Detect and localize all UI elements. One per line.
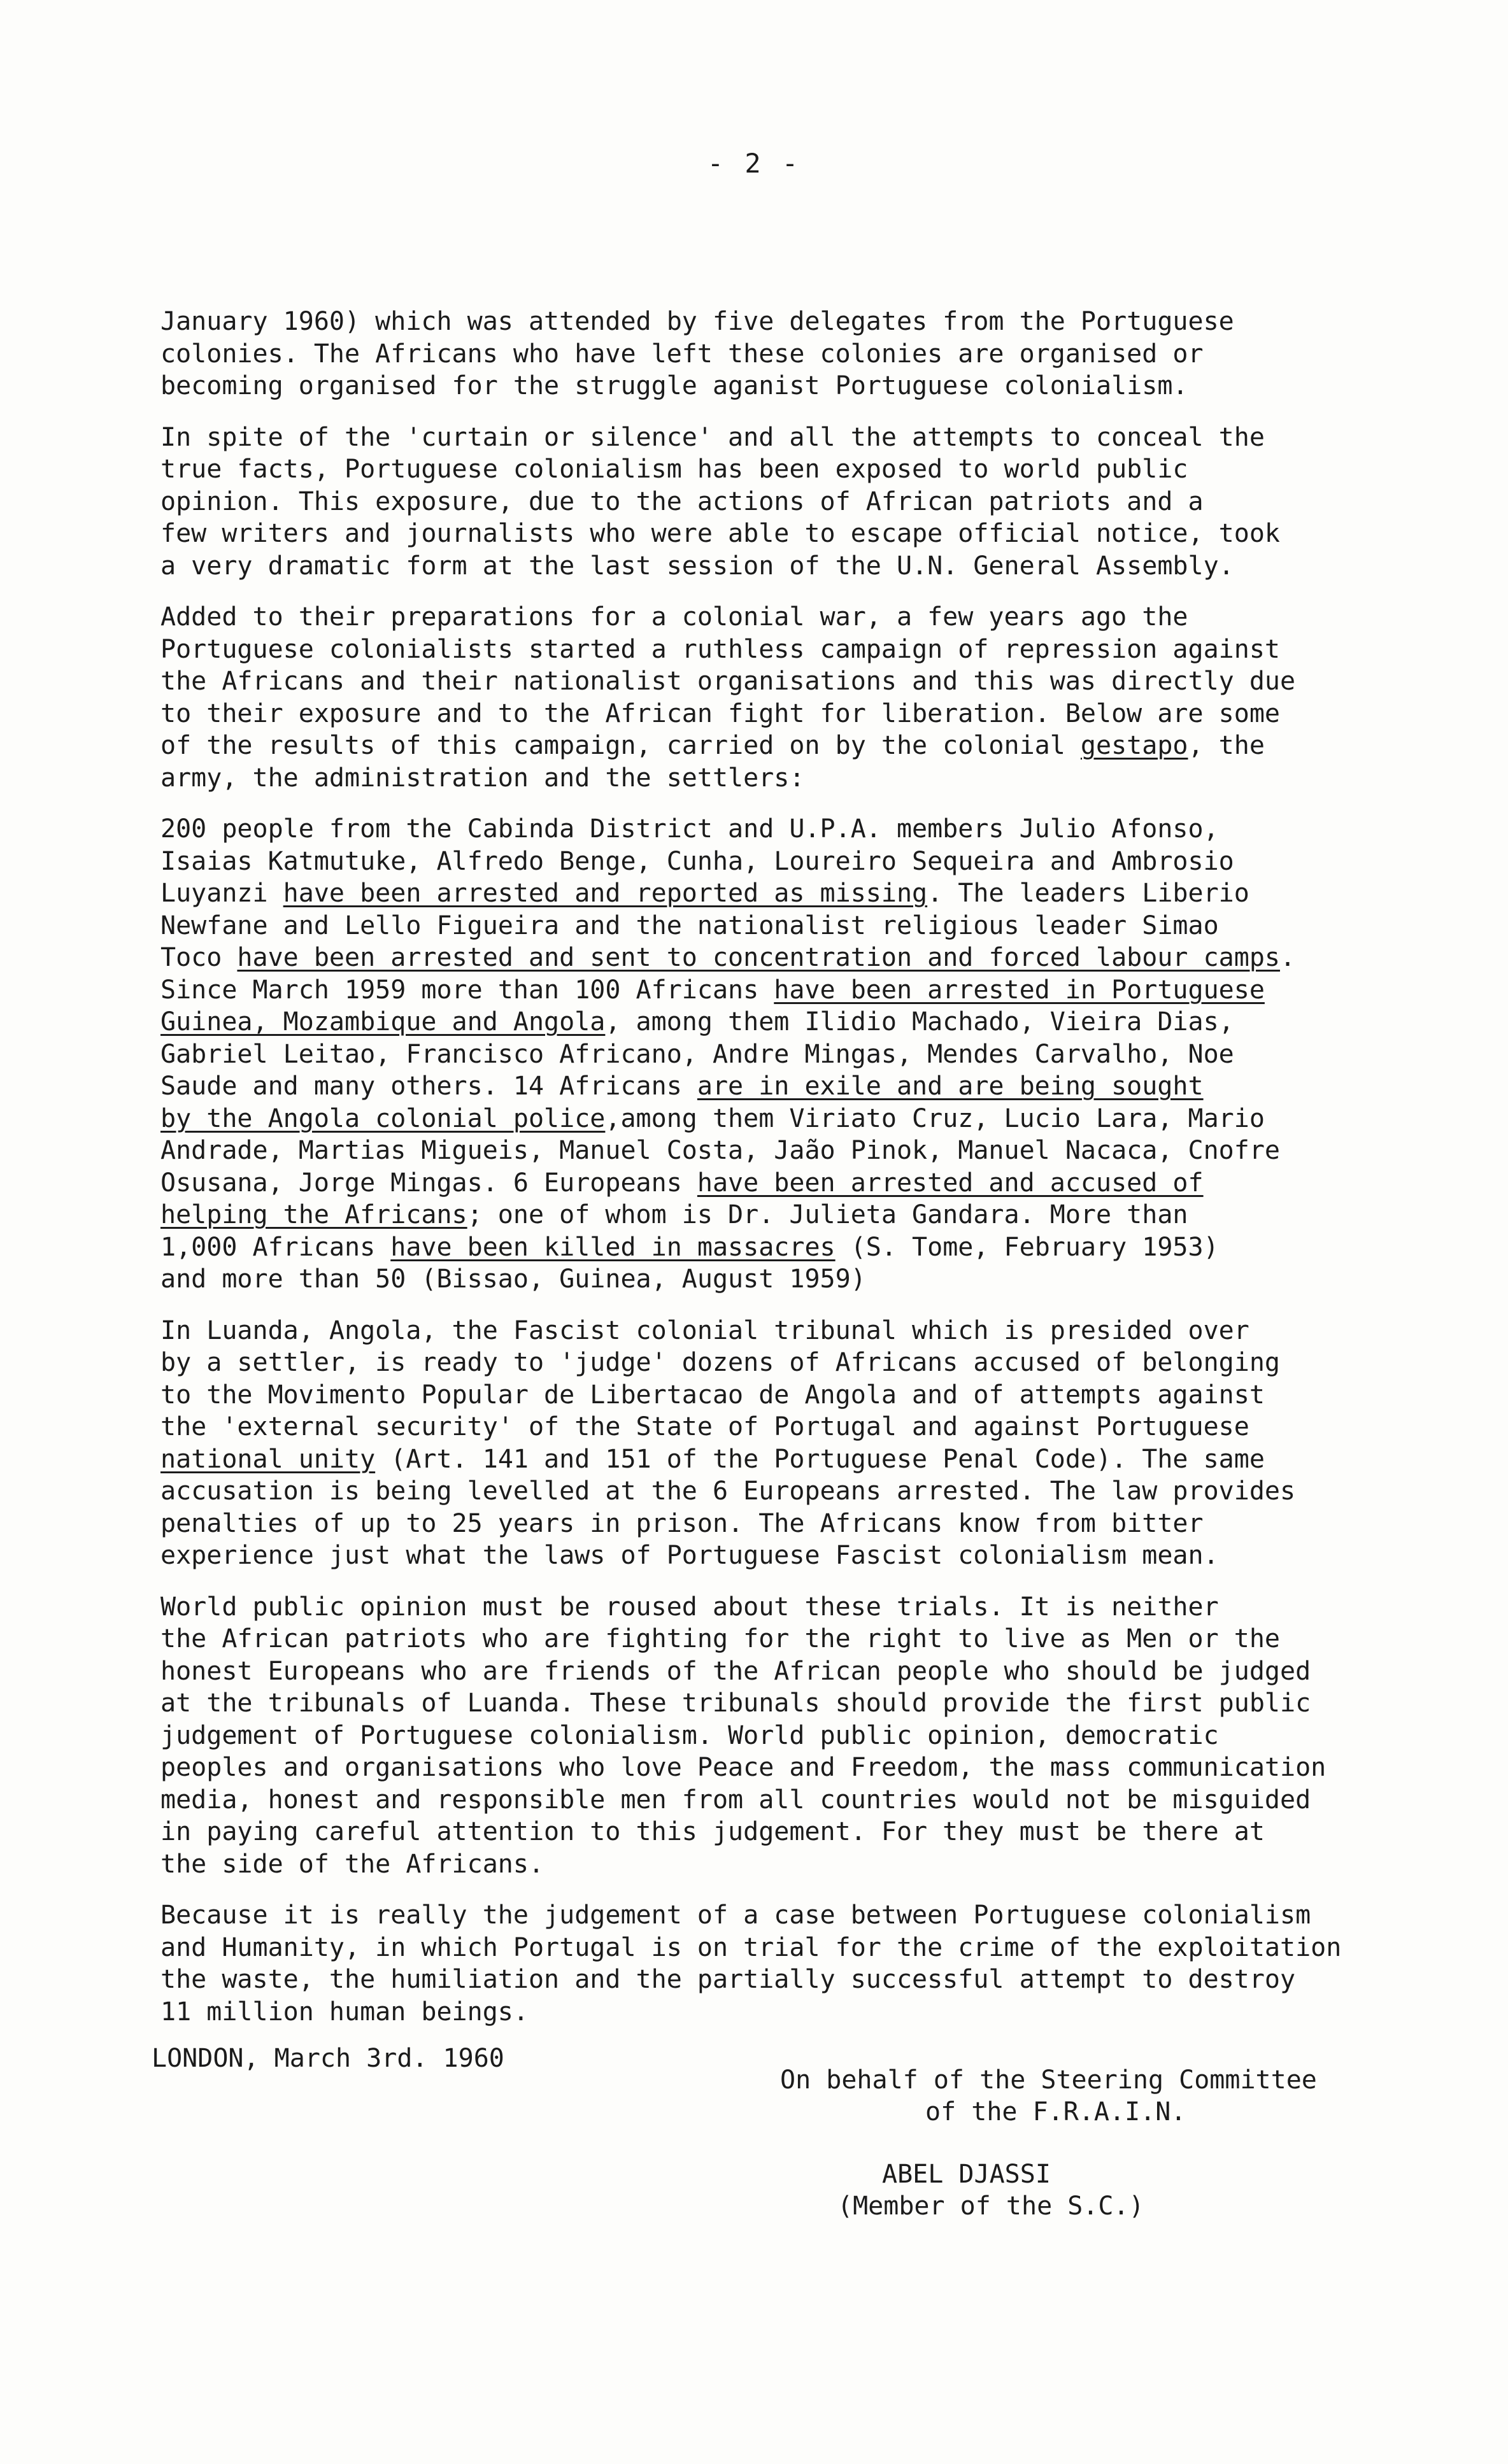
text-run: , among them Ilidio Machado, Vieira Dias, Gabriel Leitao, Francisco Africano, Andre Mingas, Mendes Carvalho, Noe Saude and many others. 14 Africans <box>160 1007 1234 1101</box>
underlined-phrase: gestapo <box>1080 731 1188 760</box>
underlined-phrase: have been arrested in Portuguese Guinea, Mozambique and Angola <box>160 975 1265 1037</box>
body-paragraph <box>160 813 1370 1296</box>
text-run: . Since March 1959 more than 100 Africans <box>160 943 1296 1005</box>
page-number: - 2 - <box>707 148 801 179</box>
signatory-title: (Member of the S.C.) <box>837 2191 1144 2221</box>
text-run: (Art. 141 and 151 of the Portuguese Penal Code). The same accusation is being levelled at the 6 Europeans arrested. The law provides penalties of up to 25 years in prison. The Africans know from bitter experience just what the laws of Portuguese Fascist colonialism mean. <box>160 1444 1296 1570</box>
body-paragraph <box>160 1899 1370 2028</box>
text-run: ; one of whom is Dr. Julieta Gandara. More than 1,000 Africans <box>160 1200 1188 1262</box>
body-paragraph <box>160 306 1370 402</box>
body-paragraph <box>160 1591 1370 1881</box>
signature-block <box>780 2064 1353 2222</box>
text-run: (S. Tome, February 1953) and more than 50 (Bissao, Guinea, August 1959) <box>160 1232 1219 1294</box>
place-and-date: LONDON, March 3rd. 1960 <box>152 2044 504 2073</box>
text-run: Added to their preparations for a colonial war, a few years ago the Portuguese colonialists started a ruthless campaign of repression against the Africans and their nationalist organisations and this was directly due to their exposure and to the African fight for liberation. Below are some of the results of this campaign, carried on by the colonial <box>160 602 1296 760</box>
text-run: January 1960) which was attended by five delegates from the Portuguese colonies. The Africans who have left these colonies are organised or becoming organised for the struggle aganist Portuguese colonialism. <box>160 307 1234 400</box>
underlined-phrase: have been arrested and accused of helping the Africans <box>160 1168 1204 1229</box>
text-run: ,among them Viriato Cruz, Lucio Lara, Mario Andrade, Martias Migueis, Manuel Costa, Jaão Pinok, Manuel Nacaca, Cnofre Osusana, Jorge Mingas. 6 Europeans <box>160 1103 1280 1198</box>
underlined-phrase: have been arrested and reported as missing <box>283 879 928 908</box>
text-run: Because it is really the judgement of a case between Portuguese colonialism and Humanity, in which Portugal is on trial for the crime of the exploitation the waste, the humiliation and the partially successful attempt to destroy 11 million human beings. <box>160 1901 1342 2027</box>
signatory-name: ABEL DJASSI <box>882 2160 1051 2189</box>
body-paragraph <box>160 421 1370 583</box>
text-run: . The leaders Liberio Newfane and Lello Figueira and the nationalist religious leader Simao Toco <box>160 879 1249 972</box>
body-paragraph <box>160 601 1370 794</box>
underlined-phrase: have been killed in massacres <box>390 1232 836 1262</box>
signature-behalf-line: On behalf of the Steering Committee <box>780 2065 1317 2095</box>
document-body <box>160 306 1370 2047</box>
text-run: World public opinion must be roused about these trials. It is neither the African patriots who are fighting for the right to live as Men or the honest Europeans who are friends of the African people who should be judged at the tribunals of Luanda. These tribunals should provide the first public judgement of Portuguese colonialism. World public opinion, democratic peoples and organisations who love Peace and Freedom, the mass communication media, honest and responsible men from all countries would not be misguided in paying careful attention to this judgement. For they must be there at the side of the Africans. <box>160 1592 1327 1879</box>
text-run: 200 people from the Cabinda District and U.P.A. members Julio Afonso, Isaias Katmutuke, Alfredo Benge, Cunha, Loureiro Sequeira and Ambrosio Luyanzi <box>160 814 1234 908</box>
body-paragraph <box>160 1315 1370 1572</box>
text-run: In Luanda, Angola, the Fascist colonial tribunal which is presided over by a settler, is ready to 'judge' dozens of Africans accused of belonging to the Movimento Popular de Libertacao de Angola and of attempts against the 'external security' of the State of Portugal and against Portuguese <box>160 1315 1280 1441</box>
text-run: In spite of the 'curtain or silence' and all the attempts to conceal the true facts, Portuguese colonialism has been exposed to world public opinion. This exposure, due to the actions of African patriots and a few writers and journalists who were able to escape official notice, took a very dramatic form at the last session of the U.N. General Assembly. <box>160 422 1280 581</box>
signature-organisation-line: of the F.R.A.I.N. <box>925 2097 1186 2127</box>
underlined-phrase: have been arrested and sent to concentration and forced labour camps <box>237 943 1280 972</box>
text-run: , the army, the administration and the settlers: <box>160 731 1265 793</box>
underlined-phrase: are in exile and are being sought by the Angola colonial police <box>160 1072 1204 1133</box>
underlined-phrase: national unity <box>160 1444 376 1474</box>
